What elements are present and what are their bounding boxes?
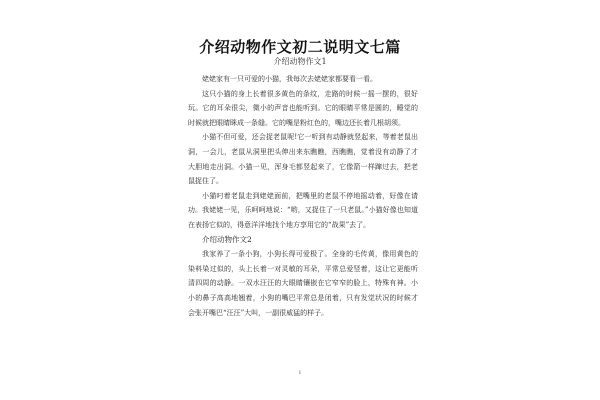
paragraph: 我家养了一条小狗，小狗长得可爱极了。全身的毛传黄，像用黄色的染料染过似的，头上长着一对灵敏的耳朵，平常总爱竖着，这让它更能听清四周的动静。一双水汪汪的大眼睛镶嵌在它窄窄的脸上，特殊有神。小小的鼻子高高地翘着，小狗的嘴巴平常总是闭着，只有发觉状况的时候才会张开嘴巴“汪汪”大叫，一副很威猛的样子。 [188,250,418,317]
paragraph: 这只小猫的身上长着很多黄色的条纹，走路的时候一摇一摆的，很好玩。它的耳朵很尖，微小的声音也能听到。它的眼睛平常是圆的，睡觉的时候就把眼睛眯成一条缝。它的嘴是粉红色的，嘴边还长着几根胡须。 [188,89,418,127]
paragraph: 姥姥家有一只可爱的小猫，我每次去姥姥家都要看一看。 [202,75,377,83]
section-heading: 介绍动物作文2 [202,234,252,244]
document-title: 介绍动物作文初二说明文七篇 [199,38,401,56]
document-subtitle: 介绍动物作文1 [273,57,327,66]
paragraph: 小猫叼着老鼠走到姥姥面前，把嘴里的老鼠不停地摇动着，好像在请功。我姥姥一见，乐呵呵地说：“哟，又捉住了一只老鼠。”小猫好像也知道在表扬它似的，得意洋洋地找个地方享用它的“战果”去了。 [188,191,418,229]
page-number: 1 [298,370,302,376]
document-body [188,72,418,320]
paragraph: 小猫不但可爱，还会捉老鼠呢!它一听到有动静就竖起来，等着老鼠出洞，一会儿，老鼠从洞里把头伸出来东瞧瞧，西瞧瞧，觉着没有动静了才大胆地走出洞。小猫一见，浑身毛都竖起来了，它像箭一样蹿过去，把老鼠捉住了。 [188,133,418,186]
